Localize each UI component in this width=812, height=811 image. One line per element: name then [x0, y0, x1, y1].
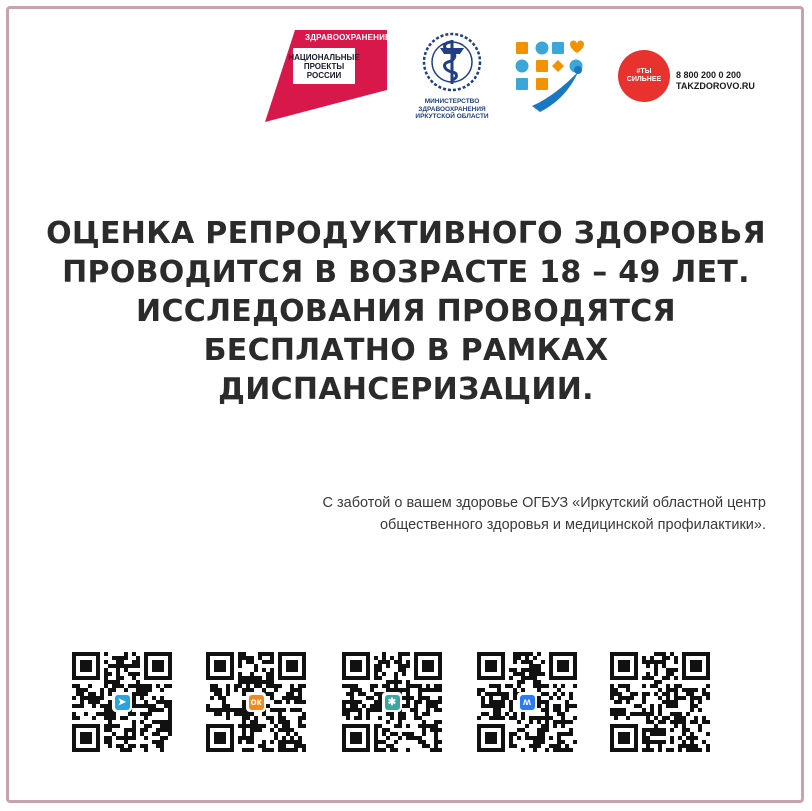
qr-code-plain[interactable] — [610, 652, 710, 752]
note-line: С заботой о вашем здоровье ОГБУЗ «Иркутский областной центр — [322, 495, 766, 511]
np-box-text: НАЦИОНАЛЬНЫЕ ПРОЕКТЫ РОССИИ — [288, 52, 360, 80]
colored-dots-swimmer-logo — [512, 36, 592, 116]
ty-silnee-logo — [618, 50, 778, 102]
headline-line: ИССЛЕДОВАНИЯ ПРОВОДЯТСЯ — [136, 294, 676, 329]
organization-note — [166, 492, 766, 536]
ministry-logo — [406, 28, 498, 124]
national-projects-logo — [265, 30, 390, 122]
hotline-phone: 8 800 200 0 200 — [676, 70, 742, 80]
hotline-site: TAKZDOROVO.RU — [676, 81, 755, 91]
qr-code-website[interactable] — [342, 652, 442, 752]
vk-icon: ʍ — [517, 692, 537, 712]
website-logo-icon: ✱ — [382, 692, 402, 712]
headline-line: БЕСПЛАТНО В РАМКАХ — [203, 333, 609, 368]
odnoklassniki-icon: ок — [246, 692, 266, 712]
headline-line: ПРОВОДИТСЯ В ВОЗРАСТЕ 18 – 49 ЛЕТ. — [62, 255, 750, 290]
headline-line: ДИСПАНСЕРИЗАЦИИ. — [218, 372, 594, 407]
note-line: общественного здоровья и медицинской профилактики». — [379, 517, 766, 533]
ty-silnee-circle: #ТЫ СИЛЬНЕЕ — [618, 50, 670, 102]
np-top-label: ЗДРАВООХРАНЕНИЕ — [305, 33, 391, 42]
qr-code-odnoklassniki[interactable] — [206, 652, 306, 752]
telegram-icon: ➤ — [112, 692, 132, 712]
qr-code-vk[interactable] — [477, 652, 577, 752]
qr-matrix — [610, 652, 710, 752]
ministry-emblem-icon — [406, 28, 498, 98]
main-headline — [20, 214, 792, 409]
np-box — [288, 48, 360, 84]
headline-line: ОЦЕНКА РЕПРОДУКТИВНОГО ЗДОРОВЬЯ — [46, 216, 766, 251]
qr-code-row — [72, 652, 712, 754]
ministry-caption: МИНИСТЕРСТВО ЗДРАВООХРАНЕНИЯ ИРКУТСКОЙ ОБЛАСТИ — [415, 98, 489, 120]
qr-code-telegram[interactable] — [72, 652, 172, 752]
